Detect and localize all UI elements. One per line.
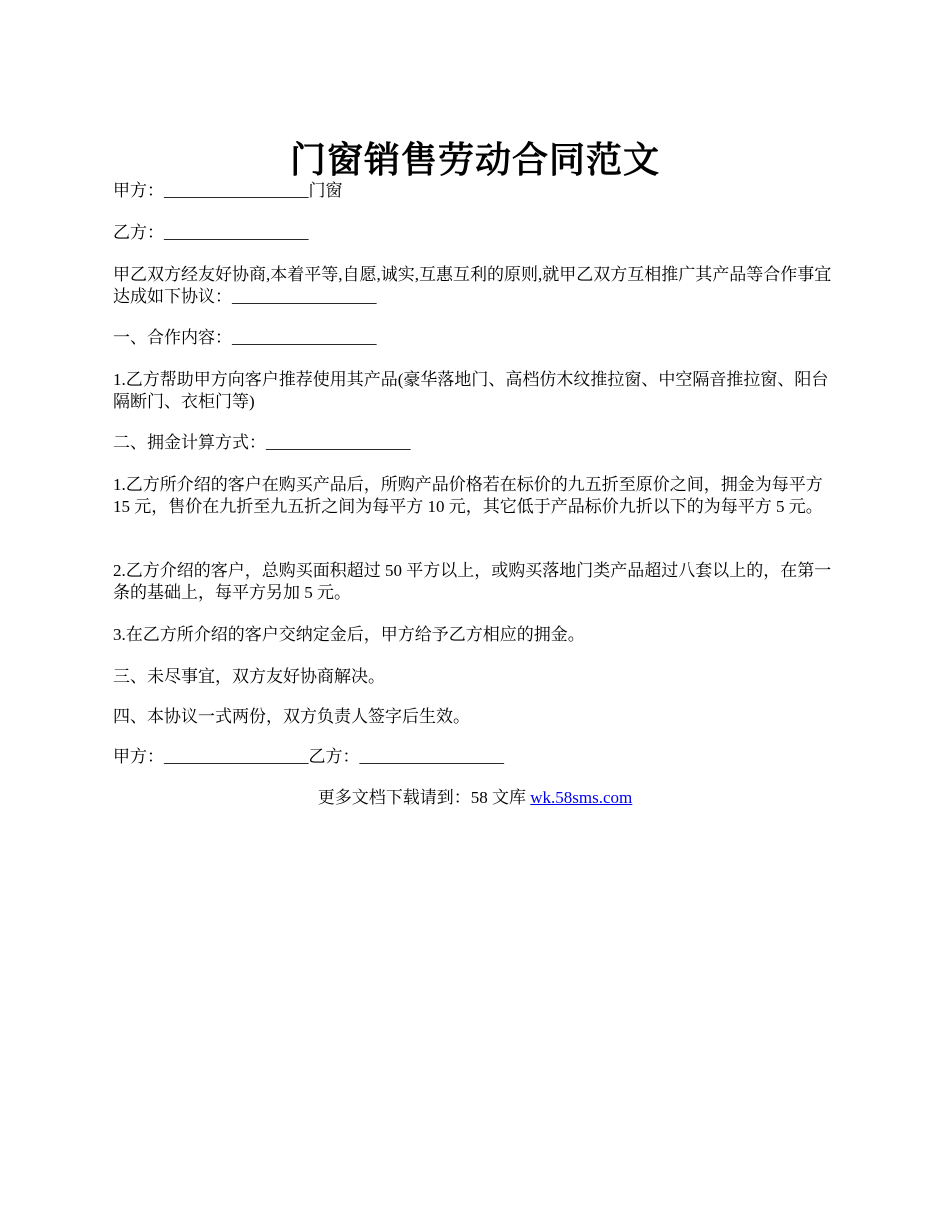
section-2-item-3: 3.在乙方所介绍的客户交纳定金后，甲方给予乙方相应的拥金。: [113, 625, 585, 644]
section-2-heading: 二、拥金计算方式：_________________: [113, 433, 411, 452]
section-4-heading: 四、本协议一式两份，双方负责人签字后生效。: [113, 707, 470, 726]
footer: [0, 787, 950, 809]
section-1-heading: 一、合作内容：_________________: [113, 328, 377, 347]
agreement-intro: 甲乙双方经友好协商,本着平等,自愿,诚实,互惠互利的原则,就甲乙双方互相推广其产品等合作事宜达成如下协议：_________________: [113, 265, 832, 306]
footer-text: 更多文档下载请到：58 文库: [317, 788, 531, 807]
party-b-line: 乙方：_________________: [113, 223, 309, 242]
section-2-item-1: 1.乙方所介绍的客户在购买产品后，所购产品价格若在标价的九五折至原价之间，拥金为每平方 15 元，售价在九折至九五折之间为每平方 10 元，其它低于产品标价九折以下的为每平方 5 元。: [113, 475, 823, 516]
party-a-line: 甲方：_________________门窗: [113, 181, 343, 200]
section-2-item-2: 2.乙方介绍的客户，总购买面积超过 50 平方以上，或购买落地门类产品超过八套以上的，在第一条的基础上，每平方另加 5 元。: [113, 561, 832, 602]
section-1-item-1: 1.乙方帮助甲方向客户推荐使用其产品(豪华落地门、高档仿木纹推拉窗、中空隔音推拉窗、阳台隔断门、衣柜门等): [113, 370, 829, 411]
section-3-heading: 三、未尽事宜，双方友好协商解决。: [113, 667, 385, 686]
footer-link[interactable]: wk.58sms.com: [530, 788, 633, 807]
document-title: 门窗销售劳动合同范文: [289, 140, 660, 181]
signature-line: 甲方：_________________乙方：_________________: [113, 747, 504, 766]
